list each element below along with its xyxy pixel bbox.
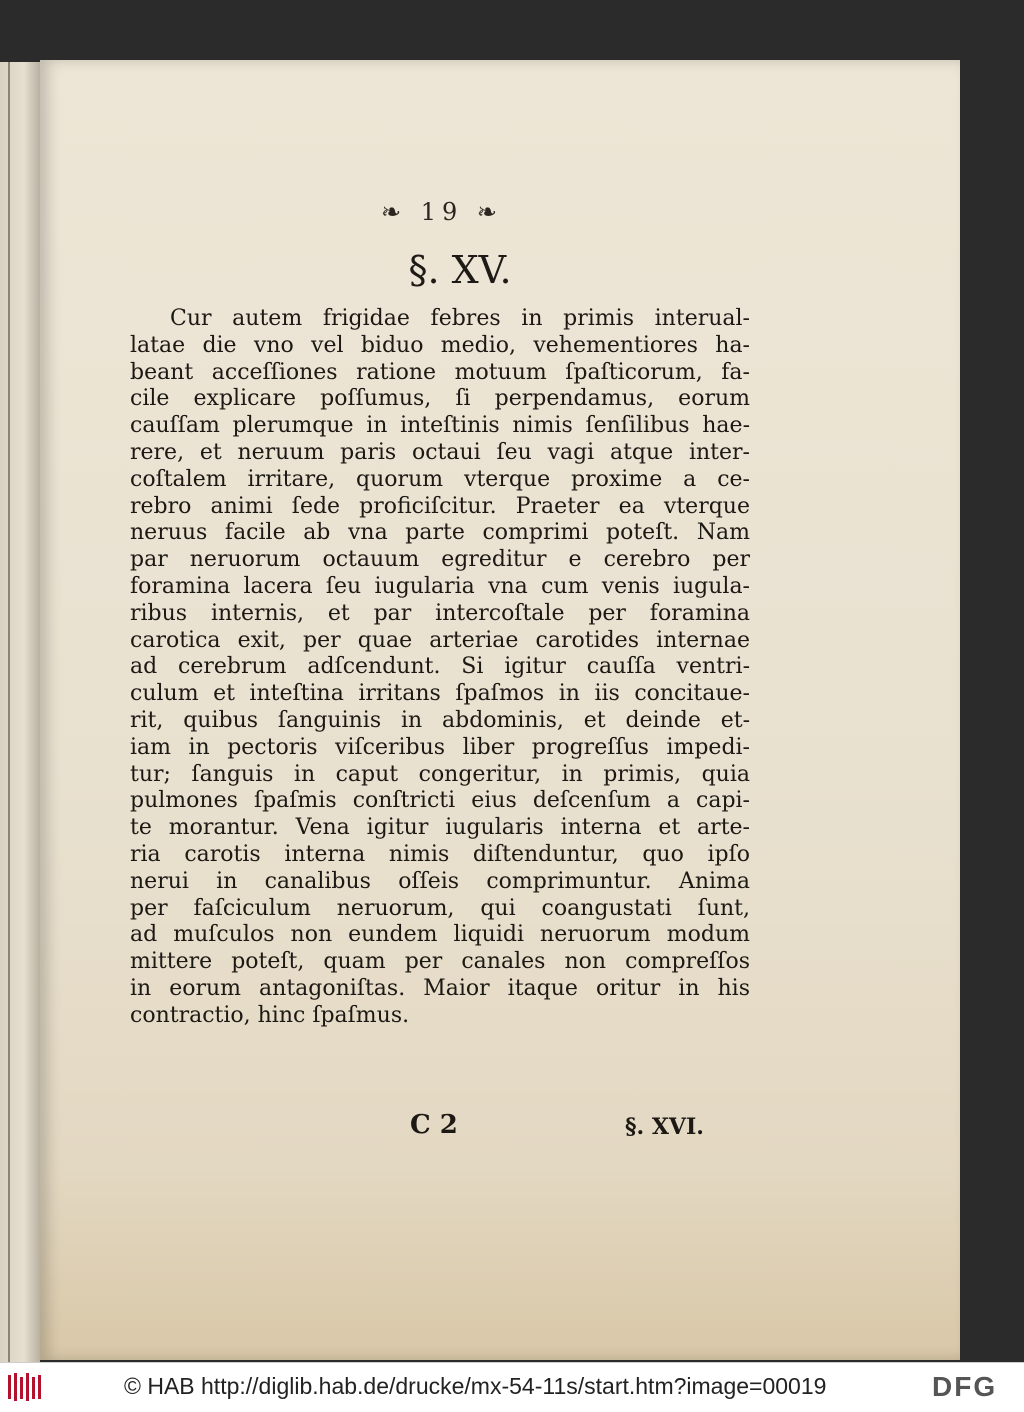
catchword: §. XVI. — [625, 1114, 704, 1140]
text-line: mittere poteſt, quam per canales non compreſſos — [130, 949, 750, 975]
text-line: rit, quibus ſanguinis in abdominis, et deinde et- — [130, 707, 750, 733]
text-line: ad cerebrum adſcendunt. Si igitur cauſſa ventri- — [130, 654, 750, 680]
text-line: ribus internis, et par intercoſtale per foramina — [130, 600, 750, 626]
dfg-logo: DFG — [932, 1371, 998, 1402]
text-line: coſtalem irritare, quorum vterque proxime a ce- — [130, 466, 750, 492]
text-line: in eorum antagoniſtas. Maior itaque oritur in his — [130, 975, 750, 1001]
facing-page-edge — [0, 62, 40, 1362]
text-line: nerui in canalibus oſſeis comprimuntur. Anima — [130, 868, 750, 894]
text-line: pulmones ſpaſmis conſtricti eius deſcenſum a capi- — [130, 788, 750, 814]
text-line: latae die vno vel biduo medio, vehementiores ha- — [130, 332, 750, 358]
book-page — [40, 60, 960, 1360]
text-line: rebro animi ſede proficiſcitur. Praeter ea vterque — [130, 493, 750, 519]
text-line: Cur autem frigidae febres in primis interual- — [170, 306, 750, 331]
text-line: ad muſculos non eundem liquidi neruorum modum — [130, 922, 750, 948]
text-line: te morantur. Vena igitur iugularis interna et arte- — [130, 815, 750, 841]
text-line: tur; ſanguis in caput congeritur, in primis, quia — [130, 761, 750, 787]
text-line: per faſciculum neruorum, qui coangustati ſunt, — [130, 895, 750, 921]
text-line: carotica exit, per quae arteriae carotides internae — [130, 627, 750, 653]
body-text — [130, 306, 750, 1030]
page-number-header: ❧ 19 ❧ — [380, 198, 503, 226]
text-line: iam in pectoris viſceribus liber progreſſus impedi- — [130, 734, 750, 760]
text-line: ria carotis interna nimis diſtenduntur, quo ipſo — [130, 841, 750, 867]
signature-mark: C 2 — [410, 1110, 458, 1140]
citation-bar — [0, 1362, 1024, 1412]
text-line: neruus facile ab vna parte comprimi poteſt. Nam — [130, 520, 750, 546]
hab-logo-icon — [6, 1371, 46, 1403]
text-line: par neruorum octauum egreditur e cerebro per — [130, 547, 750, 573]
text-line: culum et inteſtina irritans ſpaſmos in iis concitaue- — [130, 681, 750, 707]
text-line: cile explicare poſſumus, ſi perpendamus, eorum — [130, 386, 750, 412]
citation-link[interactable]: © HAB http://diglib.hab.de/drucke/mx-54-11s/start.htm?image=00019 — [124, 1373, 827, 1399]
text-line: foramina lacera ſeu iugularia vna cum venis iugula- — [130, 573, 750, 599]
section-heading: §. XV. — [408, 248, 512, 292]
text-line: cauſſam plerumque in inteſtinis nimis ſenſilibus hae- — [130, 413, 750, 439]
text-line: rere, et neruum paris octaui ſeu vagi atque inter- — [130, 439, 750, 465]
text-line: beant acceſſiones ratione motuum ſpaſticorum, fa- — [130, 359, 750, 385]
text-line: contractio, hinc ſpaſmus. — [130, 1002, 410, 1028]
page-gutter-rule — [8, 62, 10, 1362]
